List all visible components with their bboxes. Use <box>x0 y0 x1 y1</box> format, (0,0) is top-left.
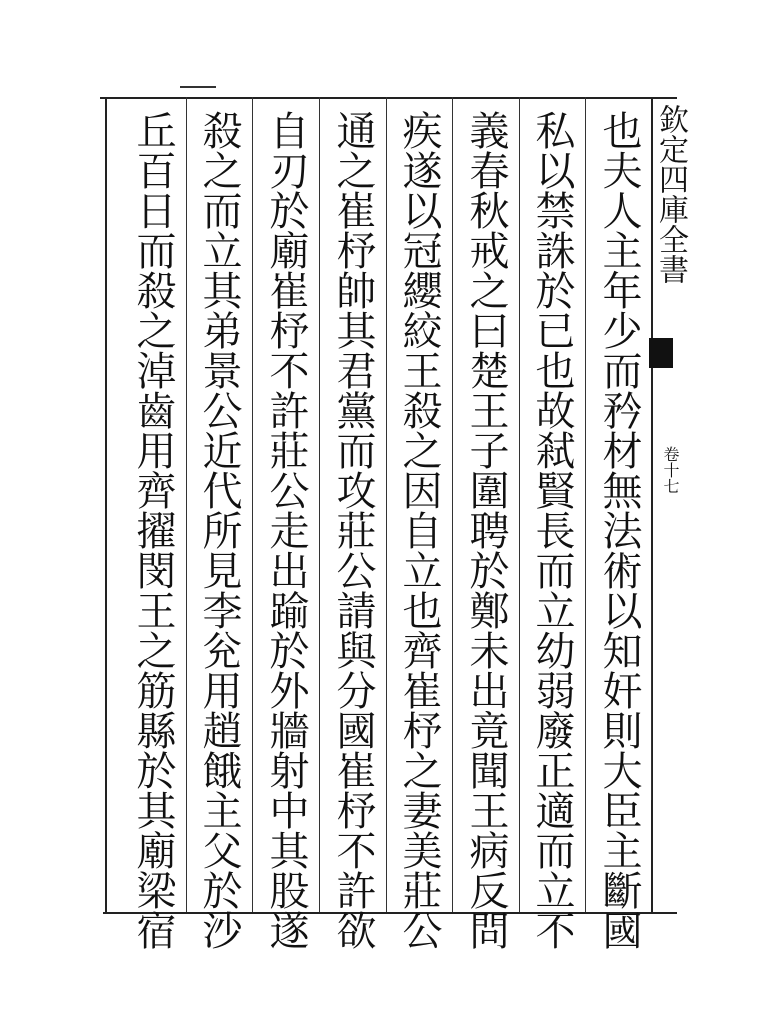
text-column-8: 丘百日而殺之淖齒用齊擢閔王之筋縣於其廟梁宿 <box>130 110 176 950</box>
column-divider <box>452 97 453 912</box>
text-column-7: 殺之而立其弟景公近代所見李兊用趙餓主父於沙 <box>196 110 242 950</box>
column-divider <box>319 97 320 912</box>
column-divider <box>252 97 253 912</box>
text-column-5: 通之崔杼帥其君黨而攻莊公請與分國崔杼不許欲 <box>330 110 376 950</box>
text-column-3: 義春秋戒之曰楚王子圍聘於鄭未出竟聞王病反問 <box>463 110 509 950</box>
margin-volume-label: 卷十七 <box>661 446 680 494</box>
margin-line <box>651 600 652 800</box>
top-edge-mark <box>180 86 216 88</box>
text-column-1: 也夫人主年少而矜材無法術以知奸則大臣主斷國 <box>596 110 642 950</box>
margin-fishtail-mark <box>649 338 673 368</box>
margin-book-title: 欽定四庫全書 <box>653 104 688 284</box>
text-column-6: 自刃於廟崔杼不許莊公走出踰於外牆射中其股遂 <box>263 110 309 950</box>
column-divider <box>386 97 387 912</box>
column-divider <box>585 97 586 912</box>
column-divider <box>186 97 187 912</box>
column-divider <box>519 97 520 912</box>
text-column-4: 疾遂以冠纓絞王殺之因自立也齊崔杼之妻美莊公 <box>396 110 442 950</box>
text-column-2: 私以禁誅於已也故弒賢長而立幼弱廢正適而立不 <box>529 110 575 950</box>
